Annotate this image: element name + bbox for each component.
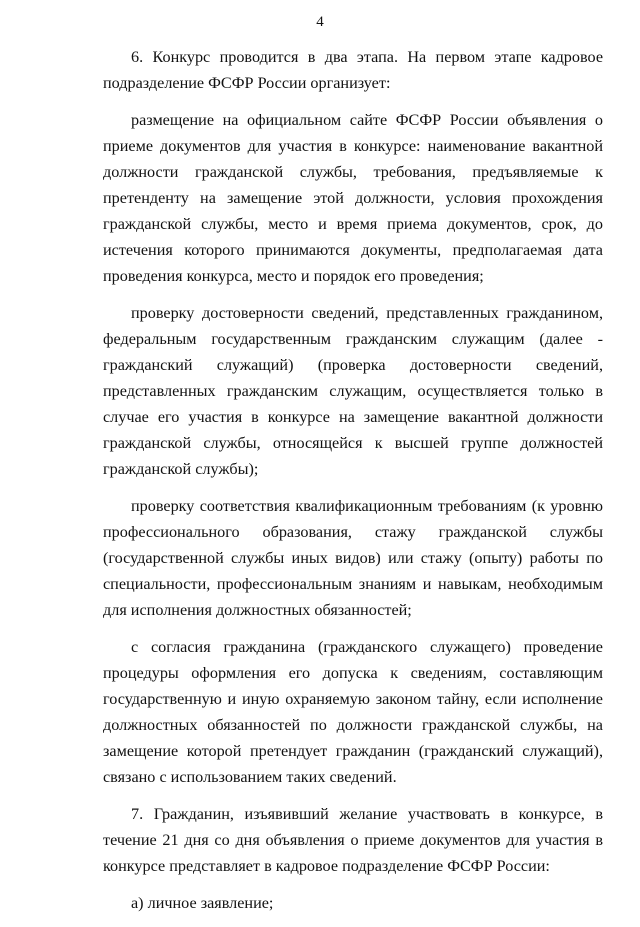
page-number: 4	[316, 14, 324, 30]
document-body	[103, 44, 603, 927]
paragraph-website-announcement: размещение на официальном сайте ФСФР России объявления о приеме документов для участия в конкурсе: наименование вакантной должности гражданской службы, требования, предъявляемые к претенденту на замещение этой должности, условия прохождения гражданской службы, место и время приема документов, срок, до истечения которого принимаются документы, предполагаемая дата проведения конкурса, место и порядок его проведения;	[103, 111, 603, 285]
paragraph-qualification-check: проверку соответствия квалификационным требованиям (к уровню профессионального образования, стажу гражданской службы (государственной службы иных видов) или стажу (опыту) работы по специальности, профессиональным знаниям и навыкам, необходимым для исполнения должностных обязанностей;	[103, 497, 603, 619]
paragraph-6: 6. Конкурс проводится в два этапа. На первом этапе кадровое подразделение ФСФР России организует:	[103, 48, 603, 92]
paragraph-7a: а) личное заявление;	[131, 894, 274, 912]
paragraph-verification: проверку достоверности сведений, представленных гражданином, федеральным государственным гражданским служащим (далее - гражданский служащий) (проверка достоверности сведений, представленных гражданским служащим, осуществляется только в случае его участия в конкурсе на замещение вакантной должности гражданской службы, относящейся к высшей группе должностей гражданской службы);	[103, 304, 603, 478]
paragraph-clearance: с согласия гражданина (гражданского служащего) проведение процедуры оформления его допуска к сведениям, составляющим государственную и иную охраняемую законом тайну, если исполнение должностных обязанностей по должности гражданской службы, на замещение которой претендует гражданин (гражданский служащий), связано с использованием таких сведений.	[103, 638, 603, 786]
paragraph-7: 7. Гражданин, изъявивший желание участвовать в конкурсе, в течение 21 дня со дня объявления о приеме документов для участия в конкурсе представляет в кадровое подразделение ФСФР России:	[103, 805, 603, 875]
